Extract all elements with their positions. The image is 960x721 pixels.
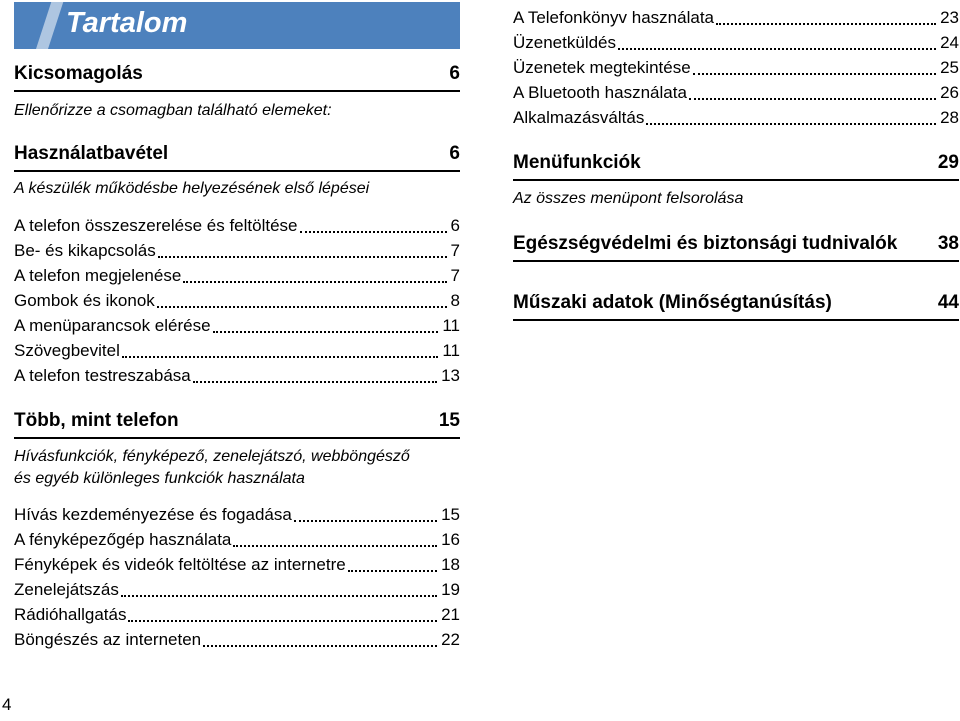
entry-page: 11: [442, 341, 460, 360]
toc-entry[interactable]: [14, 264, 460, 288]
entry-label: A telefon összeszerelése és feltöltése: [14, 216, 298, 235]
leader-dots: [122, 346, 439, 358]
toc-entry[interactable]: [513, 81, 959, 105]
entry-label: Böngészés az interneten: [14, 630, 202, 649]
entry-label: A Bluetooth használata: [513, 83, 687, 102]
entry-page: 16: [441, 530, 460, 549]
entry-page: 28: [940, 108, 959, 127]
entry-label: A telefon megjelenése: [14, 266, 182, 285]
leader-dots: [300, 221, 447, 233]
entry-label: Be- és kikapcsolás: [14, 241, 156, 260]
toc-section-heading-menu-functions[interactable]: [513, 151, 959, 181]
toc-entry[interactable]: [14, 553, 460, 577]
entry-label: A telefon testreszabása: [14, 366, 191, 385]
page-number: 4: [2, 695, 12, 714]
toc-section-heading-safety[interactable]: [513, 232, 959, 262]
toc-entry[interactable]: [14, 289, 460, 313]
leader-dots: [646, 113, 936, 125]
toc-entry[interactable]: [14, 603, 460, 627]
entry-page: 15: [441, 505, 460, 524]
section-page: 6: [449, 143, 460, 164]
entry-page: 19: [441, 580, 460, 599]
leader-dots: [203, 635, 437, 647]
entry-page: 13: [441, 366, 460, 385]
section-page: 15: [438, 410, 460, 431]
entry-page: 26: [940, 83, 959, 102]
toc-entry[interactable]: [513, 106, 959, 130]
leader-dots: [121, 585, 437, 597]
leader-dots: [294, 510, 437, 522]
page-title: Tartalom: [66, 7, 188, 39]
entry-page: 8: [450, 291, 460, 310]
entry-page: 6: [450, 216, 460, 235]
leader-dots: [183, 271, 446, 283]
entry-label: Alkalmazásváltás: [513, 108, 645, 127]
section-page: 38: [937, 233, 959, 254]
toc-entry[interactable]: [513, 6, 959, 30]
section-title: Menüfunkciók: [513, 152, 641, 173]
toc-entry[interactable]: [14, 239, 460, 263]
entry-page: 23: [940, 8, 959, 27]
toc-header-bar: [14, 2, 460, 49]
entry-label: Hívás kezdeményezése és fogadása: [14, 505, 292, 524]
entry-page: 24: [940, 33, 959, 52]
entry-label: Szövegbevitel: [14, 341, 120, 360]
toc-section-heading-unpacking[interactable]: [14, 62, 460, 92]
section-description: Ellenőrizze a csomagban található elemeket:: [14, 102, 332, 119]
leader-dots: [233, 535, 437, 547]
leader-dots: [193, 371, 437, 383]
section-title: Használatbavétel: [14, 143, 169, 164]
leader-dots: [213, 321, 439, 333]
leader-dots: [158, 246, 447, 258]
toc-entry[interactable]: [14, 528, 460, 552]
section-description-line: és egyéb különleges funkciók használata: [14, 470, 305, 487]
entry-page: 18: [441, 555, 460, 574]
toc-entry[interactable]: [513, 56, 959, 80]
section-title: Több, mint telefon: [14, 410, 179, 431]
toc-section-heading-getting-started[interactable]: [14, 142, 460, 172]
toc-entry[interactable]: [14, 314, 460, 338]
leader-dots: [716, 13, 936, 25]
leader-dots: [618, 38, 936, 50]
toc-entry[interactable]: [14, 339, 460, 363]
section-description: A készülék működésbe helyezésének első lépései: [14, 180, 370, 197]
entry-page: 11: [442, 316, 460, 335]
entry-page: 7: [450, 241, 460, 260]
section-title: Egészségvédelmi és biztonsági tudnivalók: [513, 233, 898, 254]
entry-label: A menüparancsok elérése: [14, 316, 211, 335]
entry-label: Üzenetek megtekintése: [513, 58, 691, 77]
header-slash-decoration: [36, 2, 63, 49]
entry-page: 21: [441, 605, 460, 624]
toc-entry[interactable]: [14, 503, 460, 527]
entry-label: Fényképek és videók feltöltése az internetre: [14, 555, 346, 574]
entry-label: A Telefonkönyv használata: [513, 8, 714, 27]
entry-label: Rádióhallgatás: [14, 605, 127, 624]
leader-dots: [689, 88, 936, 100]
leader-dots: [693, 63, 936, 75]
entry-label: A fényképezőgép használata: [14, 530, 232, 549]
toc-entry[interactable]: [14, 214, 460, 238]
toc-entry[interactable]: [513, 31, 959, 55]
section-page: 29: [937, 152, 959, 173]
entry-page: 7: [450, 266, 460, 285]
leader-dots: [157, 296, 447, 308]
entry-label: Üzenetküldés: [513, 33, 617, 52]
toc-entry[interactable]: [14, 578, 460, 602]
section-title: Műszaki adatok (Minőségtanúsítás): [513, 292, 832, 313]
leader-dots: [348, 560, 437, 572]
section-description: Az összes menüpont felsorolása: [513, 190, 744, 207]
section-title: Kicsomagolás: [14, 63, 143, 84]
toc-entry[interactable]: [14, 364, 460, 388]
toc-section-heading-more-than-phone[interactable]: [14, 409, 460, 439]
toc-section-heading-specifications[interactable]: [513, 291, 959, 321]
entry-label: Gombok és ikonok: [14, 291, 155, 310]
section-page: 6: [449, 63, 460, 84]
entry-label: Zenelejátszás: [14, 580, 119, 599]
entry-page: 25: [940, 58, 959, 77]
section-description-line: Hívásfunkciók, fényképező, zenelejátszó, webböngésző: [14, 448, 410, 465]
toc-entry[interactable]: [14, 628, 460, 652]
leader-dots: [128, 610, 437, 622]
entry-page: 22: [441, 630, 460, 649]
section-page: 44: [937, 292, 959, 313]
